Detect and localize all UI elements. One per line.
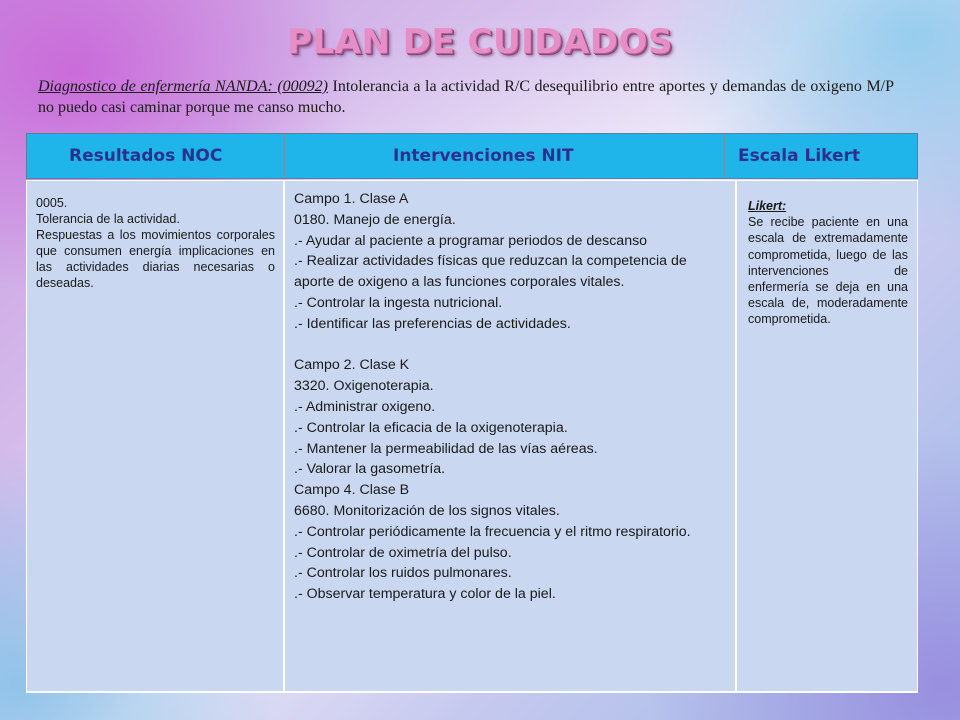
nit-line: Campo 4. Clase B bbox=[294, 482, 410, 499]
header-divider bbox=[284, 134, 285, 178]
nit-line: .- Controlar la ingesta nutricional. bbox=[294, 294, 503, 311]
noc-name: Tolerancia de la actividad. bbox=[36, 212, 180, 226]
diagnosis-text: Intolerancia a la actividad R/C desequilibrio entre aportes y demandas de oxigeno M/P no puedo casi caminar porque me canso mucho. bbox=[38, 78, 895, 116]
likert-cell bbox=[736, 180, 918, 692]
likert-title: Likert: bbox=[748, 199, 787, 213]
header-divider bbox=[724, 134, 725, 178]
nit-line: .- Valorar la gasometría. bbox=[294, 461, 446, 478]
nit-line: .- Mantener la permeabilidad de las vías aéreas. bbox=[294, 440, 598, 457]
nit-line: .- Administrar oxigeno. bbox=[294, 398, 436, 415]
header-likert: Escala Likert bbox=[738, 146, 861, 166]
noc-code: 0005. bbox=[36, 196, 68, 210]
nit-line: .- Observar temperatura y color de la piel. bbox=[294, 586, 556, 603]
nit-line: 3320. Oxigenoterapia. bbox=[294, 378, 434, 395]
header-noc: Resultados NOC bbox=[69, 146, 223, 166]
diagnosis-paragraph bbox=[38, 76, 894, 118]
nit-line: .- Controlar periódicamente la frecuencia y el ritmo respiratorio. bbox=[294, 523, 691, 540]
header-nit: Intervenciones NIT bbox=[393, 146, 574, 166]
nit-line: 0180. Manejo de energía. bbox=[294, 211, 456, 228]
table-header bbox=[26, 133, 918, 179]
nit-line: .- Identificar las preferencias de actividades. bbox=[294, 315, 571, 332]
likert-text: Se recibe paciente en una escala de extremadamente comprometida, luego de las intervenciones de enfermería se deja en una escala de, moderadamente comprometida. bbox=[748, 215, 908, 327]
nit-line: .- Controlar los ruidos pulmonares. bbox=[294, 565, 512, 582]
nit-line: .- Ayudar al paciente a programar periodos de descanso bbox=[294, 232, 648, 249]
nit-line: .- Controlar de oximetría del pulso. bbox=[294, 544, 512, 561]
nit-line: Campo 2. Clase K bbox=[294, 357, 410, 374]
nit-line: Campo 1. Clase A bbox=[294, 191, 409, 207]
nit-cell bbox=[284, 180, 736, 692]
noc-description: Respuestas a los movimientos corporales que consumen energía implicaciones en las actividades diarias necesarias o deseadas. bbox=[36, 228, 275, 290]
table-bottom-border bbox=[26, 691, 918, 693]
diagnosis-lead: Diagnostico de enfermería NANDA: (00092) bbox=[38, 78, 328, 95]
nit-line: .- Controlar la eficacia de la oxigenoterapia. bbox=[294, 419, 568, 436]
nit-line: 6680. Monitorización de los signos vitales. bbox=[294, 502, 560, 519]
noc-cell bbox=[26, 180, 284, 692]
nit-line: .- Realizar actividades físicas que reduzcan la competencia de aporte de oxigeno a las funciones corporales vitales. bbox=[294, 253, 687, 291]
page-title: PLAN DE CUIDADOS bbox=[287, 22, 673, 62]
nit-spacer bbox=[294, 335, 727, 356]
